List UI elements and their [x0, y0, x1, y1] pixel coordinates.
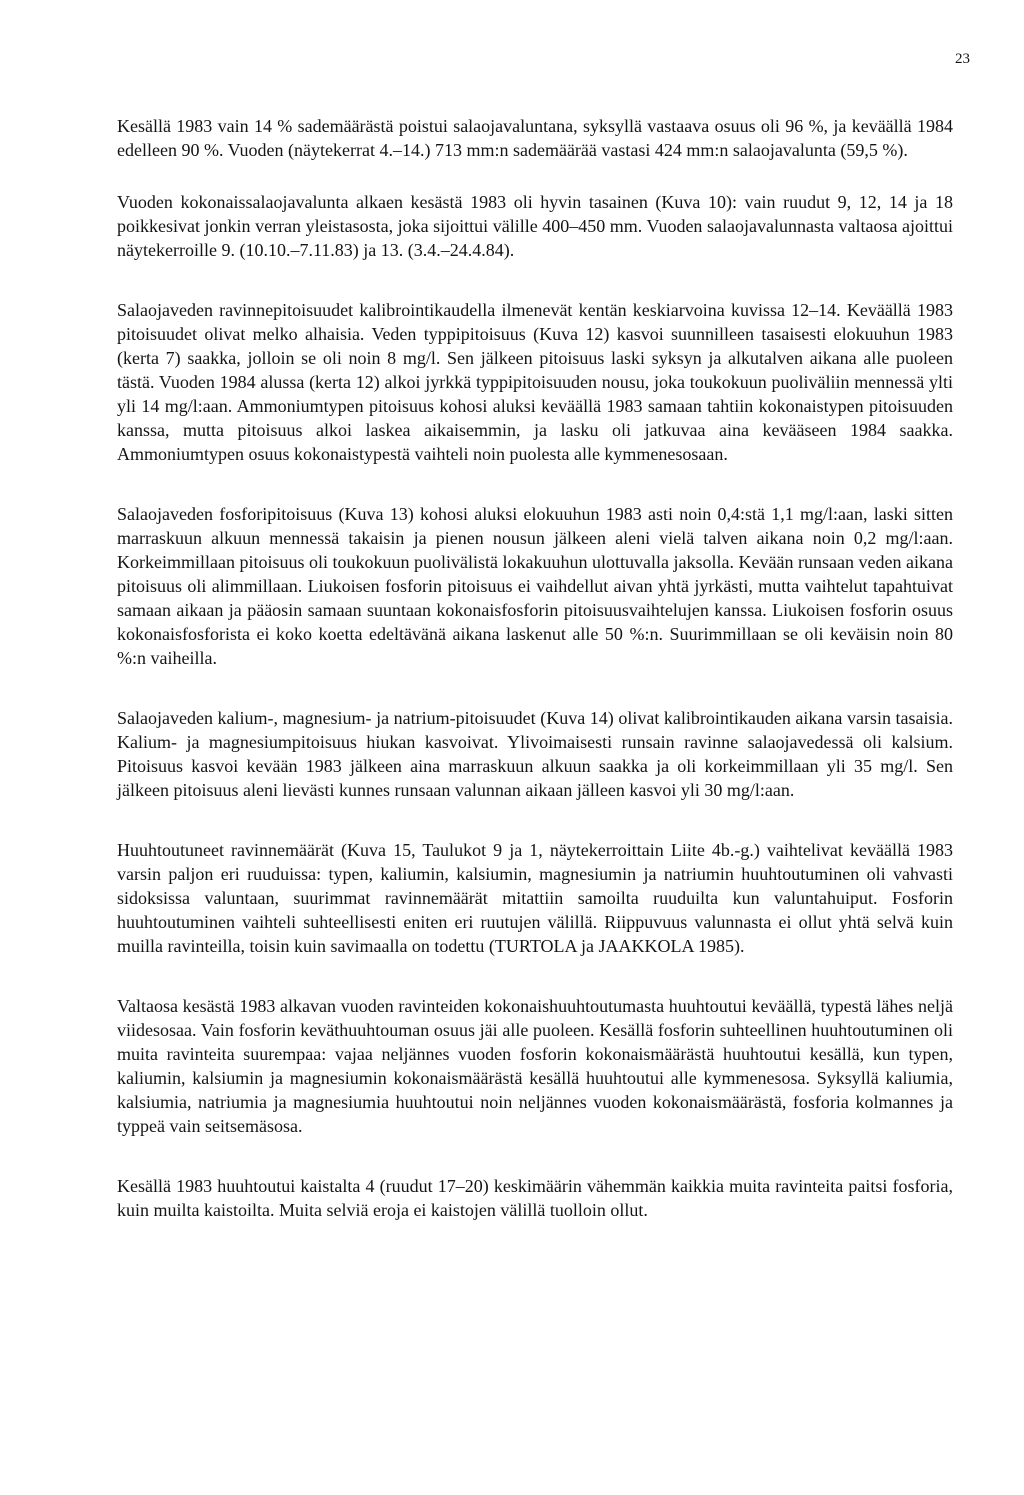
paragraph-leaching-amounts: Huuhtoutuneet ravinnemäärät (Kuva 15, Taulukot 9 ja 1, näytekerroittain Liite 4b.-g.) vaihtelivat keväällä 1983 varsin paljon eri ruuduissa: typen, kaliumin, kalsiumin, magnesiumin ja natriumin huuhtoutuminen oli vahvasti sidoksissa valuntaan, suurimmat ravinnemäärät mitattiin samoilta ruuduilta kun valuntahuiput. Fosforin huuhtoutuminen vaihteli suhteellisesti eniten eri ruutujen välillä. Riippuvuus valunnasta ei ollut yhtä selvä kuin muilla ravinteilla, toisin kuin savimaalla on todettu (TURTOLA ja JAAKKOLA 1985). — [117, 840, 953, 956]
paragraph-strip-differences: Kesällä 1983 huuhtoutui kaistalta 4 (ruudut 17–20) keskimäärin vähemmän kaikkia muita ravinteita paitsi fosforia, kuin muilta kaistoilta. Muita selviä eroja ei kaistojen välillä tuolloin ollut. — [117, 1176, 953, 1220]
paragraph-cations: Salaojaveden kalium-, magnesium- ja natrium-pitoisuudet (Kuva 14) olivat kalibrointikauden aikana varsin tasaisia. Kalium- ja magnesiumpitoisuus hiukan kasvoivat. Ylivoimaisesti runsain ravinne salaojavedessä oli kalsium. Pitoisuus kasvoi kevään 1983 jälkeen aina marraskuun alkuun saakka ja oli korkeimmillaan yli 35 mg/l. Sen jälkeen pitoisuus aleni lievästi kunnes runsaan valunnan aikaan jälleen kasvoi yli 30 mg/l:aan. — [117, 708, 953, 800]
paragraph-seasonal-leaching: Valtaosa kesästä 1983 alkavan vuoden ravinteiden kokonaishuuhtoutumasta huuhtoutui keväällä, typestä lähes neljä viidesosaa. Vain fosforin keväthuuhtouman osuus jäi alle puoleen. Kesällä fosforin suhteellinen huuhtoutuminen oli muita ravinteita suurempaa: vajaa neljännes vuoden fosforin kokonaismäärästä huuhtoutui kesällä, kun typen, kaliumin, kalsiumin ja magnesiumin kokonaismäärästä kesällä huuhtoutui alle kymmenesosa. Syksyllä kaliumia, kalsiumia, natriumia ja magnesiumia huuhtoutui noin neljännes vuoden kokonaismäärästä, fosforia kolmannes ja typpeä vain seitsemäsosa. — [117, 996, 953, 1136]
document-body — [117, 114, 953, 1222]
paragraph-total-runoff: Vuoden kokonaissalaojavalunta alkaen kesästä 1983 oli hyvin tasainen (Kuva 10): vain ruudut 9, 12, 14 ja 18 poikkesivat jonkin verran yleistasosta, joka sijoittui välille 400–450 mm. Vuoden salaojavalunnasta valtaosa ajoittui näytekerroille 9. (10.10.–7.11.83) ja 13. (3.4.–24.4.84). — [117, 192, 953, 260]
page-number: 23 — [955, 51, 970, 67]
paragraph-nutrient-concentrations: Salaojaveden ravinnepitoisuudet kalibrointikaudella ilmenevät kentän keskiarvoina kuvissa 12–14. Keväällä 1983 pitoisuudet olivat melko alhaisia. Veden typpipitoisuus (Kuva 12) kasvoi suunnilleen tasaisesti elokuuhun 1983 (kerta 7) saakka, jolloin se oli noin 8 mg/l. Sen jälkeen pitoisuus laski syksyn ja alkutalven aikana alle puoleen tästä. Vuoden 1984 alussa (kerta 12) alkoi jyrkkä typpipitoisuuden nousu, joka toukokuun puoliväliin mennessä ylti yli 14 mg/l:aan. Ammoniumtypen pitoisuus kohosi aluksi keväällä 1983 samaan tahtiin kokonaistypen pitoisuuden kanssa, mutta pitoisuus alkoi laskea aikaisemmin, ja lasku oli jatkuvaa aina kevääseen 1984 saakka. Ammoniumtypen osuus kokonaistypestä vaihteli noin puolesta alle kymmenesosaan. — [117, 300, 953, 464]
paragraph-phosphorus: Salaojaveden fosforipitoisuus (Kuva 13) kohosi aluksi elokuuhun 1983 asti noin 0,4:stä 1,1 mg/l:aan, laski sitten marraskuun alkuun mennessä takaisin ja pienen nousun jälkeen aleni vielä talven aikana noin 0,2 mg/l:aan. Korkeimmillaan pitoisuus oli toukokuun puolivälistä lokakuuhun ulottuvalla jaksolla. Kevään runsaan veden aikana pitoisuus oli alimmillaan. Liukoisen fosforin pitoisuus ei vaihdellut aivan yhtä jyrkästi, mutta vaihtelut tapahtuivat samaan aikaan ja pääosin samaan suuntaan kokonaisfosforin pitoisuusvaihtelujen kanssa. Liukoisen fosforin osuus kokonaisfosforista ei koko koetta edeltävänä aikana laskenut alle 50 %:n. Suurimmillaan se oli keväisin noin 80 %:n vaiheilla. — [117, 504, 953, 668]
paragraph-runoff-share: Kesällä 1983 vain 14 % sademäärästä poistui salaojavaluntana, syksyllä vastaava osuus oli 96 %, ja keväällä 1984 edelleen 90 %. Vuoden (näytekerrat 4.–14.) 713 mm:n sademäärää vastasi 424 mm:n salaojavalunta (59,5 %). — [117, 116, 953, 160]
